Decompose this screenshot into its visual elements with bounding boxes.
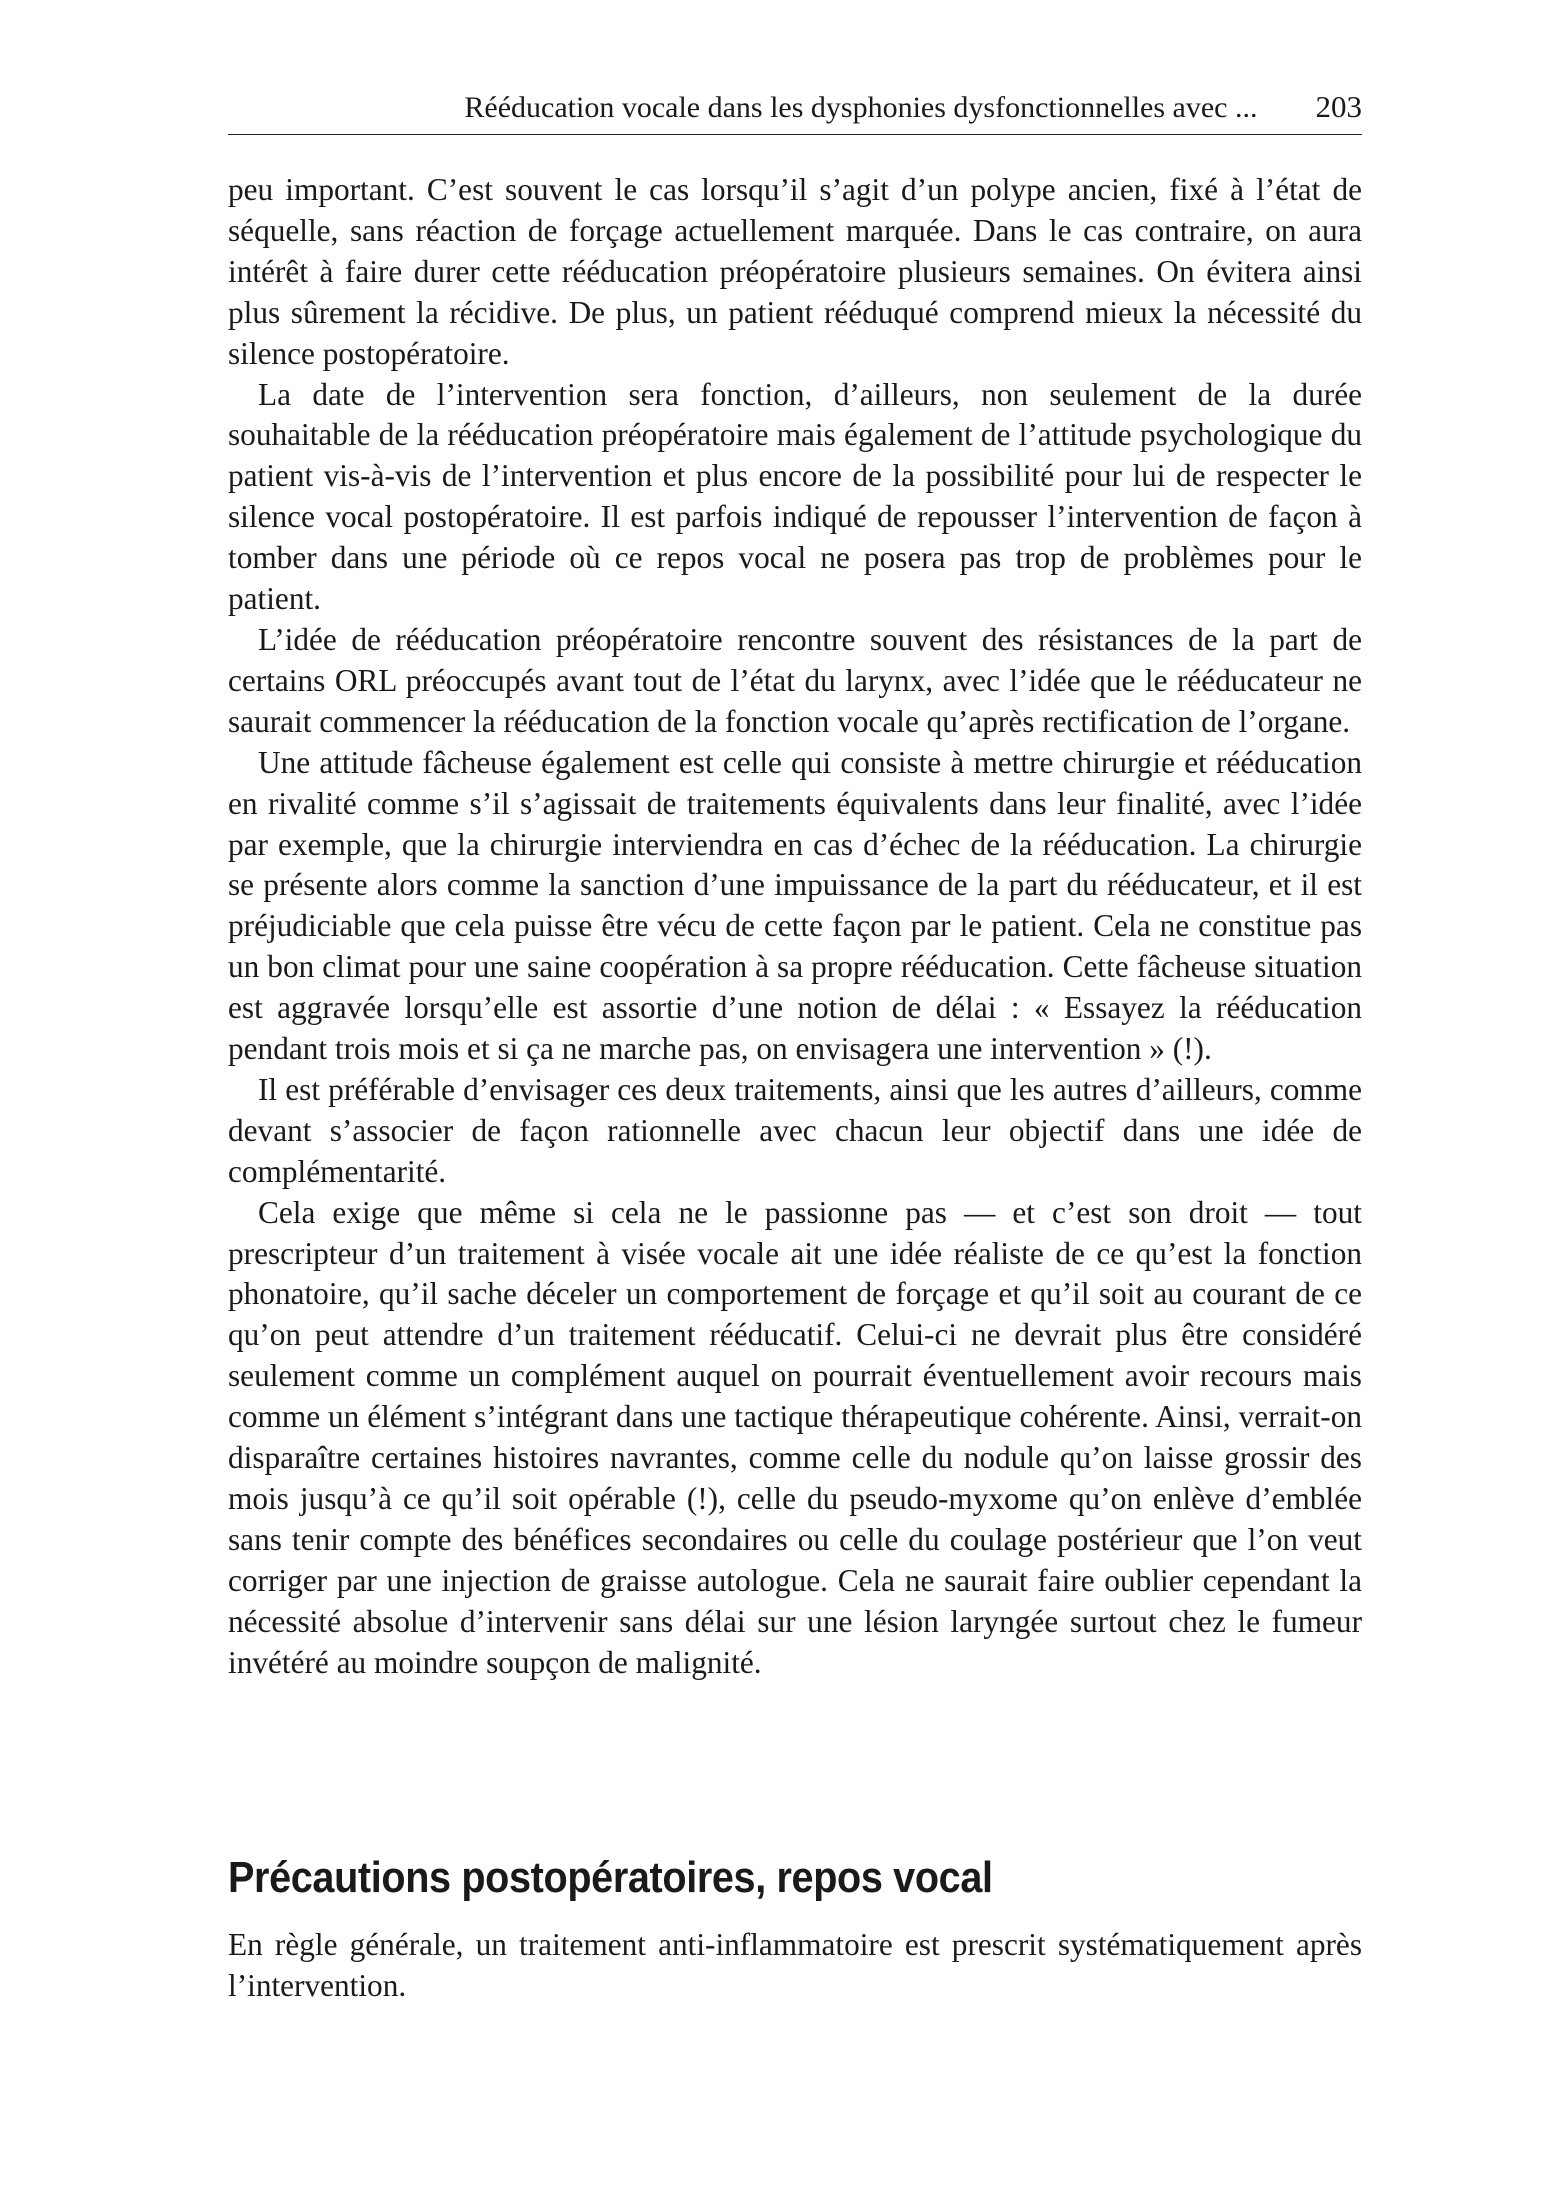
header-rule [228, 134, 1362, 135]
paragraph-6: Cela exige que même si cela ne le passionne pas — et c’est son droit — tout prescripteur d’un traitement à visée vocale ait une idée réaliste de ce qu’est la fonction phonatoire, qu’il sache déceler un comportement de forçage et qu’il soit au courant de ce qu’on peut attendre d’un traitement rééducatif. Celui-ci ne devrait plus être considéré seulement comme un complément auquel on pourrait éventuellement avoir recours mais comme un élément s’intégrant dans une tactique thérapeutique cohérente. Ainsi, verrait-on disparaître certaines histoires navrantes, comme celle du nodule qu’on laisse grossir des mois jusqu’à ce qu’il soit opérable (!), celle du pseudo-myxome qu’on enlève d’emblée sans tenir compte des bénéfices secondaires ou celle du coulage postérieur que l’on veut corriger par une injection de graisse autologue. Cela ne saurait faire oublier cependant la nécessité absolue d’intervenir sans délai sur une lésion laryngée surtout chez le fumeur invétéré au moindre soupçon de malignité. [228, 1194, 1362, 1680]
paragraph-1: peu important. C’est souvent le cas lorsqu’il s’agit d’un polype ancien, fixé à l’état de séquelle, sans réaction de forçage actuellement marquée. Dans le cas contraire, on aura intérêt à faire durer cette rééducation préopératoire plusieurs semaines. On évitera ainsi plus sûrement la récidive. De plus, un patient rééduqué comprend mieux la nécessité du silence postopératoire. [228, 172, 1362, 371]
section-paragraph-1: En règle générale, un traitement anti-inflammatoire est prescrit systématiquement après l’intervention. [228, 1927, 1362, 2003]
paragraph-5: Il est préférable d’envisager ces deux traitements, ainsi que les autres d’ailleurs, comme devant s’associer de façon rationnelle avec chacun leur objectif dans une idée de complémentarité. [228, 1071, 1362, 1189]
running-header-title: Rééducation vocale dans les dysphonies dysfonctionnelles avec ... [464, 91, 1258, 124]
running-header [228, 86, 1362, 128]
paragraph-4: Une attitude fâcheuse également est celle qui consiste à mettre chirurgie et rééducation en rivalité comme s’il s’agissait de traitements équivalents dans leur finalité, avec l’idée par exemple, que la chirurgie interviendra en cas d’échec de la rééducation. La chirurgie se présente alors comme la sanction d’une impuissance de la part du rééducateur, et il est préjudiciable que cela puisse être vécu de cette façon par le patient. Cela ne constitue pas un bon climat pour une saine coopération à sa propre rééducation. Cette fâcheuse situation est aggravée lorsqu’elle est assortie d’une notion de délai : « Essayez la rééducation pendant trois mois et si ça ne marche pas, on envisagera une intervention » (!). [228, 744, 1362, 1067]
section-heading: Précautions postopératoires, repos vocal [228, 1853, 993, 1902]
paragraph-2: La date de l’intervention sera fonction, d’ailleurs, non seulement de la durée souhaitable de la rééducation préopératoire mais également de l’attitude psychologique du patient vis-à-vis de l’intervention et plus encore de la possibilité pour lui de respecter le silence vocal postopératoire. Il est parfois indiqué de repousser l’intervention de façon à tomber dans une période où ce repos vocal ne posera pas trop de problèmes pour le patient. [228, 376, 1362, 617]
page-number: 203 [1315, 89, 1362, 124]
section-body [228, 1925, 1362, 2007]
body-text [228, 170, 1362, 1684]
paragraph-3: L’idée de rééducation préopératoire rencontre souvent des résistances de la part de certains ORL préoccupés avant tout de l’état du larynx, avec l’idée que le rééducateur ne saurait commencer la rééducation de la fonction vocale qu’après rectification de l’organe. [228, 621, 1362, 739]
book-page [228, 0, 1362, 2200]
